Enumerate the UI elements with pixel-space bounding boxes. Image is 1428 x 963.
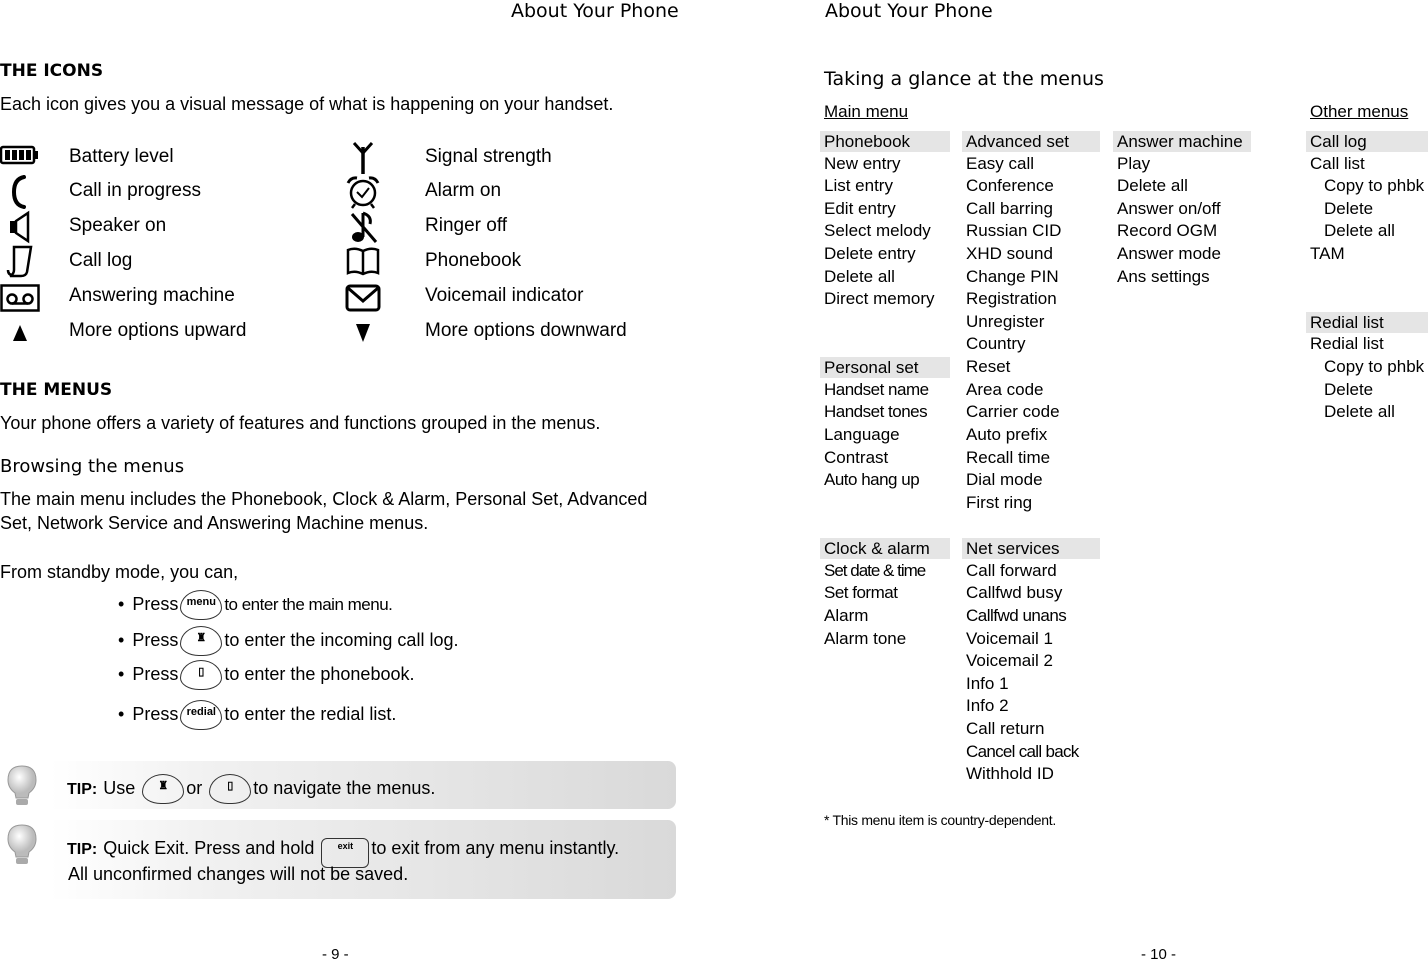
menu-item: Delete entry <box>824 244 916 263</box>
standby-text: From standby mode, you can, <box>0 562 239 582</box>
browsing-line-1: The main menu includes the Phonebook, Clock & Alarm, Personal Set, Advanced <box>0 489 648 509</box>
menu-item: XHD sound <box>966 244 1053 263</box>
page-number-left: - 9 - <box>322 946 349 963</box>
up-arrow-icon <box>0 318 40 348</box>
menu-item: Delete all <box>824 267 895 286</box>
menu-item: Registration <box>966 289 1057 308</box>
down-nav-key-icon: ▯ <box>209 774 251 804</box>
down-nav-key-icon: ▯ <box>180 660 222 690</box>
other-menus-label: Other menus <box>1310 102 1409 121</box>
menu-item: First ring <box>966 493 1033 512</box>
menu-item: Auto hang up <box>824 470 920 489</box>
menu-item: Info 2 <box>966 696 1009 715</box>
bullet-call-log: • Press ♜ to enter the incoming call log. <box>118 626 458 656</box>
up-nav-key-icon: ♜ <box>142 774 184 804</box>
tip2-line2: All unconfirmed changes will not be saved. <box>68 864 409 884</box>
net-services-menu-header: Net services <box>962 538 1100 559</box>
menu-item: Alarm <box>824 606 869 625</box>
menu-item: Delete <box>1324 199 1374 218</box>
left-page-header: About Your Phone <box>511 0 679 22</box>
menu-item: Call list <box>1310 154 1365 173</box>
menu-item: Edit entry <box>824 199 896 218</box>
menu-item: Play <box>1117 154 1151 173</box>
menu-item: Language <box>824 425 900 444</box>
menu-item: Auto prefix <box>966 425 1048 444</box>
bullet-phonebook: • Press ▯ to enter the phonebook. <box>118 660 414 690</box>
answer-machine-menu-header: Answer machine <box>1113 131 1251 152</box>
call-in-progress-icon <box>0 177 40 207</box>
voicemail-icon <box>343 283 383 313</box>
main-menu-label: Main menu <box>824 102 909 121</box>
menu-item: List entry <box>824 176 893 195</box>
icon-label: Signal strength <box>425 146 552 167</box>
menu-item: Country <box>966 334 1026 353</box>
menu-item: Conference <box>966 176 1054 195</box>
menu-item: Voicemail 1 <box>966 629 1053 648</box>
menu-item: Answer mode <box>1117 244 1221 263</box>
redial-list-menu-header: Redial list <box>1306 312 1428 333</box>
menu-item: Change PIN <box>966 267 1059 286</box>
menu-item: Voicemail 2 <box>966 651 1053 670</box>
menu-item: Select melody <box>824 221 931 240</box>
menu-item: Direct memory <box>824 289 935 308</box>
icons-title: THE ICONS <box>0 61 104 81</box>
alarm-icon <box>343 177 383 207</box>
menu-item: Recall time <box>966 448 1051 467</box>
menu-item: TAM <box>1310 244 1345 263</box>
icon-label: Voicemail indicator <box>425 285 584 306</box>
up-nav-key-icon: ♜ <box>180 626 222 656</box>
menu-item: Copy to phbk <box>1324 357 1425 376</box>
speaker-icon <box>0 212 40 242</box>
answering-machine-icon <box>0 283 40 313</box>
right-page-header: About Your Phone <box>825 0 993 22</box>
menu-item: Unregister <box>966 312 1045 331</box>
menus-title: THE MENUS <box>0 380 113 400</box>
menu-item: Delete all <box>1324 402 1395 421</box>
menu-item: Delete <box>1324 380 1374 399</box>
icon-label: Battery level <box>69 146 174 167</box>
menu-item: Set format <box>824 583 898 602</box>
menu-item: Contrast <box>824 448 889 467</box>
menu-item: Easy call <box>966 154 1035 173</box>
down-arrow-icon <box>343 318 383 348</box>
icon-label: Ringer off <box>425 215 508 236</box>
personal-set-menu-header: Personal set <box>820 357 950 378</box>
menu-item: Answer on/off <box>1117 199 1221 218</box>
menu-item: Info 1 <box>966 674 1009 693</box>
menu-item: Dial mode <box>966 470 1043 489</box>
page-number-right: - 10 - <box>1141 946 1177 963</box>
icon-label: Alarm on <box>425 180 502 201</box>
redial-key-icon: redial <box>180 700 222 730</box>
browsing-line-2: Set, Network Service and Answering Machine menus. <box>0 513 429 533</box>
menu-item: Handset tones <box>824 402 928 421</box>
icons-intro: Each icon gives you a visual message of what is happening on your handset. <box>0 94 614 114</box>
menu-item: Set date & time <box>824 561 926 580</box>
menu-item: Reset <box>966 357 1011 376</box>
icon-label: Call log <box>69 250 133 271</box>
icon-label: More options downward <box>425 320 627 341</box>
menu-item: Record OGM <box>1117 221 1218 240</box>
lightbulb-icon <box>4 823 40 867</box>
menu-item: Copy to phbk <box>1324 176 1425 195</box>
menus-intro: Your phone offers a variety of features and functions grouped in the menus. <box>0 413 601 433</box>
advanced-set-menu-header: Advanced set <box>962 131 1100 152</box>
menu-item: Callfwd unans <box>966 606 1067 625</box>
menus-glance-title: Taking a glance at the menus <box>824 68 1104 90</box>
exit-key-icon: exit <box>321 838 369 868</box>
menu-item: Alarm tone <box>824 629 907 648</box>
menu-item: Delete all <box>1117 176 1188 195</box>
menu-item: Call return <box>966 719 1045 738</box>
menu-item: Delete all <box>1324 221 1395 240</box>
menu-item: Cancel call back <box>966 742 1079 761</box>
footnote: * This menu item is country-dependent. <box>824 812 1056 828</box>
tip2-text: TIP: Quick Exit. Press and hold exit to exit from any menu instantly. <box>67 838 619 868</box>
menu-key-icon: menu <box>180 590 222 620</box>
menu-item: Carrier code <box>966 402 1060 421</box>
menu-item: Withhold ID <box>966 764 1054 783</box>
battery-icon <box>0 140 40 170</box>
menu-item: Redial list <box>1310 334 1384 353</box>
icon-label: Phonebook <box>425 250 522 271</box>
icon-label: Speaker on <box>69 215 167 236</box>
phonebook-menu-header: Phonebook <box>820 131 950 152</box>
phonebook-icon <box>343 246 383 276</box>
signal-icon <box>343 143 383 173</box>
menu-item: Call forward <box>966 561 1057 580</box>
menu-item: Handset name <box>824 380 929 399</box>
menu-item: New entry <box>824 154 901 173</box>
menu-item: Russian CID <box>966 221 1062 240</box>
menu-item: Area code <box>966 380 1044 399</box>
menu-item: Call barring <box>966 199 1053 218</box>
icon-label: Answering machine <box>69 285 235 306</box>
bullet-redial: • Press redial to enter the redial list. <box>118 700 396 730</box>
bullet-menu: • Press menu to enter the main menu. <box>118 590 392 620</box>
clock-alarm-menu-header: Clock & alarm <box>820 538 950 559</box>
icon-label: Call in progress <box>69 180 201 201</box>
lightbulb-icon <box>4 764 40 808</box>
call-log-icon <box>0 246 40 276</box>
menu-item: Callfwd busy <box>966 583 1063 602</box>
ringer-off-icon <box>343 212 383 242</box>
call-log-menu-header: Call log <box>1306 131 1428 152</box>
tip1-text: TIP: Use ♜ or ▯ to navigate the menus. <box>67 774 435 804</box>
icon-label: More options upward <box>69 320 247 341</box>
browsing-title: Browsing the menus <box>0 456 185 477</box>
menu-item: Ans settings <box>1117 267 1210 286</box>
